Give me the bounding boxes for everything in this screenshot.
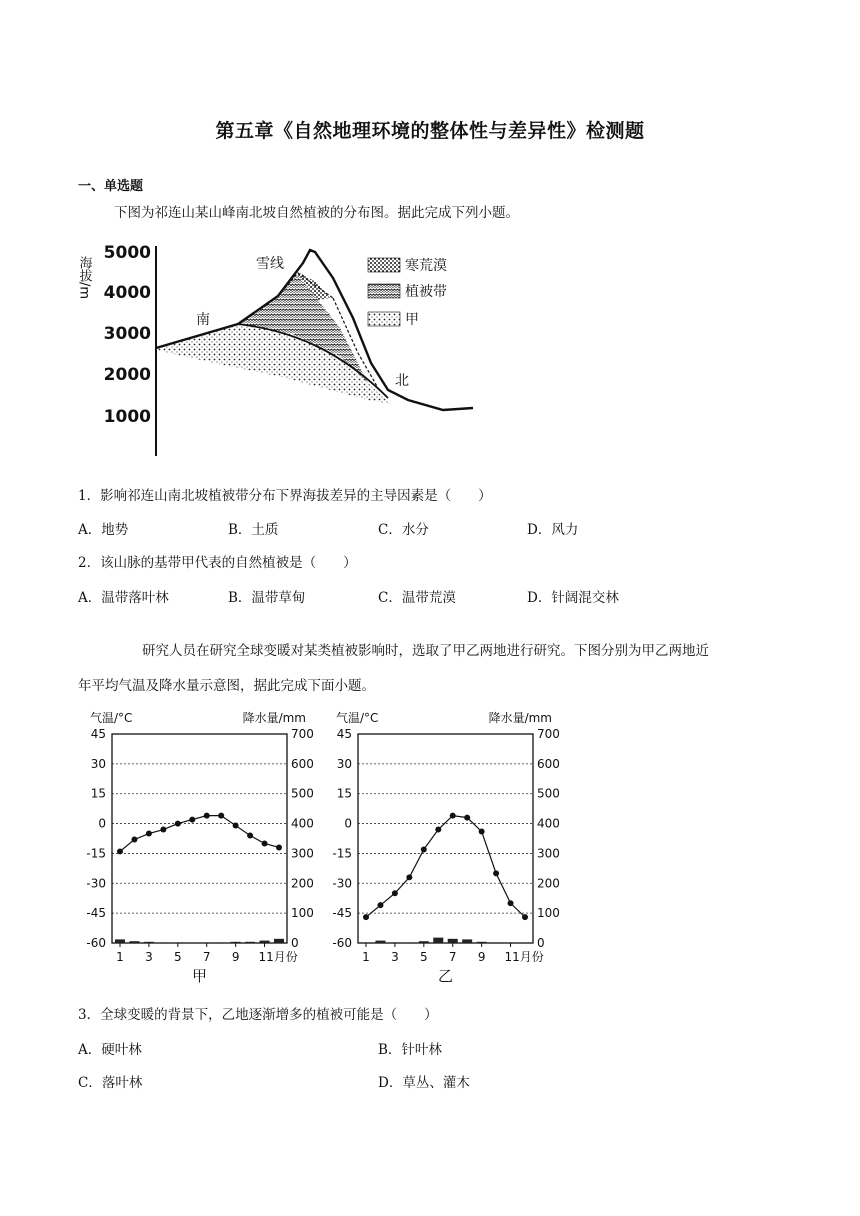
x-tick-label: 3: [145, 950, 153, 964]
legend-swatch-jia: [368, 312, 400, 326]
y-tick: 2000: [103, 365, 151, 385]
x-tick-label: 1: [362, 950, 370, 964]
q1-option-b[interactable]: B．土质: [228, 522, 279, 538]
temp-tick-label: 15: [336, 786, 352, 801]
x-tick-label: 9: [477, 950, 486, 964]
q1-option-a[interactable]: A．地势: [78, 522, 129, 538]
temperature-point: [450, 813, 456, 819]
plot-frame: [358, 734, 533, 943]
x-tick-label: 9: [231, 950, 240, 964]
precip-tick-label: 700: [291, 727, 314, 741]
precip-tick-label: 600: [537, 756, 560, 771]
left-axis-title: 气温/°C: [90, 711, 133, 725]
climate-chart-yi: [330, 706, 560, 988]
right-axis-title: 降水量/mm: [242, 711, 306, 725]
y-axis-label: 海拔/m: [76, 256, 92, 300]
q1-option-d[interactable]: D．风力: [527, 522, 579, 538]
temperature-point: [435, 827, 441, 833]
temperature-point: [175, 821, 181, 827]
temp-tick-label: -45: [332, 906, 352, 921]
precip-bar: [419, 941, 429, 943]
temperature-point: [392, 890, 398, 896]
temperature-point: [117, 848, 123, 854]
south-label: 南: [196, 312, 210, 328]
temperature-point: [262, 840, 268, 846]
precip-tick-label: 300: [291, 846, 314, 861]
precip-tick-label: 500: [291, 786, 314, 801]
temperature-point: [493, 870, 499, 876]
legend-swatch-cold-desert: [368, 258, 400, 272]
section-heading: 一、单选题: [78, 179, 144, 194]
question-1-stem: 1．影响祁连山南北坡植被带分布下界海拔差异的主导因素是（ ）: [78, 488, 492, 504]
precip-tick-label: 400: [291, 816, 314, 831]
x-tick-label: 11月份: [504, 950, 544, 964]
temp-tick-label: 30: [336, 756, 352, 771]
legend-swatch-vegetation: [368, 284, 400, 298]
chart-title: 乙: [437, 967, 454, 985]
temp-tick-label: 0: [344, 816, 352, 831]
precip-bar: [477, 942, 487, 943]
temperature-point: [406, 874, 412, 880]
snowline-label: 雪线: [256, 256, 284, 272]
precip-tick-label: 300: [537, 846, 560, 861]
q3-option-a[interactable]: A．硬叶林: [78, 1042, 142, 1058]
right-axis-title: 降水量/mm: [488, 711, 552, 725]
precip-bar: [433, 938, 443, 943]
y-tick: 3000: [103, 324, 151, 344]
x-tick-label: 5: [419, 950, 428, 964]
y-tick: 4000: [103, 283, 151, 303]
temp-tick-label: -30: [86, 876, 106, 891]
temp-tick-label: -60: [86, 936, 106, 950]
x-tick-label: 1: [116, 950, 124, 964]
precip-bar: [144, 942, 154, 943]
precip-tick-label: 200: [291, 876, 314, 891]
intro-paragraph-1: 下图为祁连山某山峰南北坡自然植被的分布图。据此完成下列小题。: [114, 205, 519, 221]
temperature-line: [366, 816, 525, 918]
legend-label: 植被带: [405, 284, 447, 300]
left-axis-title: 气温/°C: [336, 711, 379, 725]
temp-tick-label: -45: [86, 906, 106, 921]
precip-bar: [375, 941, 385, 943]
precip-tick-label: 200: [537, 876, 560, 891]
temperature-point: [160, 827, 166, 833]
precip-bar: [506, 942, 516, 943]
temperature-point: [233, 823, 239, 829]
question-3-stem: 3．全球变暖的背景下，乙地逐渐增多的植被可能是（ ）: [78, 1007, 438, 1023]
temperature-point: [247, 833, 253, 839]
temp-tick-label: -15: [332, 846, 352, 861]
precip-bar: [158, 942, 168, 943]
x-tick-label: 3: [391, 950, 399, 964]
temperature-point: [189, 817, 195, 823]
temp-tick-label: -15: [86, 846, 106, 861]
precip-bar: [274, 939, 284, 943]
legend-label: 寒荒漠: [405, 258, 447, 274]
q2-option-a[interactable]: A．温带落叶林: [78, 590, 169, 606]
precip-bar: [462, 939, 472, 943]
q2-option-d[interactable]: D．针阔混交林: [527, 590, 619, 606]
legend-label: 甲: [405, 312, 419, 328]
intro-paragraph-2-line-1: 研究人员在研究全球变暖对某类植被影响时，选取了甲乙两地进行研究。下图分别为甲乙两地近: [142, 643, 709, 659]
precip-tick-label: 400: [537, 816, 560, 831]
temperature-point: [131, 836, 137, 842]
precip-bar: [231, 942, 241, 943]
temp-tick-label: -60: [332, 936, 352, 950]
precip-tick-label: 700: [537, 727, 560, 741]
temperature-point: [508, 900, 514, 906]
precip-tick-label: 0: [537, 936, 545, 950]
precip-bar: [404, 942, 414, 943]
precip-bar: [361, 942, 371, 943]
temp-tick-label: 45: [336, 727, 352, 741]
mountain-vegetation-figure: [78, 238, 498, 463]
temp-tick-label: 45: [90, 727, 106, 741]
precip-bar: [448, 939, 458, 943]
precip-bar: [216, 942, 226, 943]
precip-bar: [115, 939, 125, 943]
y-tick: 1000: [103, 407, 151, 427]
precip-tick-label: 100: [537, 906, 560, 921]
temperature-point: [276, 844, 282, 850]
temp-tick-label: -30: [332, 876, 352, 891]
temp-tick-label: 0: [98, 816, 106, 831]
temperature-point: [204, 813, 210, 819]
precip-tick-label: 500: [537, 786, 560, 801]
precip-bar: [173, 942, 183, 943]
precip-bar: [491, 942, 501, 943]
y-tick: 5000: [103, 243, 151, 263]
temperature-point: [146, 831, 152, 837]
q1-option-c[interactable]: C．水分: [378, 522, 429, 538]
temperature-point: [363, 914, 369, 920]
q3-option-b[interactable]: B．针叶林: [378, 1042, 442, 1058]
intro-paragraph-2-line-2: 年平均气温及降水量示意图，据此完成下面小题。: [78, 678, 375, 694]
precip-bar: [260, 941, 270, 943]
temperature-point: [522, 914, 528, 920]
precip-bar: [245, 942, 255, 943]
climate-chart-jia: [84, 706, 314, 988]
precip-tick-label: 100: [291, 906, 314, 921]
precip-bar: [202, 942, 212, 943]
precip-tick-label: 600: [291, 756, 314, 771]
north-label: 北: [395, 373, 409, 389]
chart-title: 甲: [191, 967, 208, 985]
q3-option-d[interactable]: D．草丛、灌木: [378, 1075, 470, 1091]
precip-bar: [390, 942, 400, 943]
temperature-point: [479, 829, 485, 835]
page-title: 第五章《自然地理环境的整体性与差异性》检测题: [215, 120, 645, 142]
temp-tick-label: 15: [90, 786, 106, 801]
x-tick-label: 7: [202, 950, 211, 964]
x-tick-label: 11月份: [258, 950, 298, 964]
temperature-line: [120, 816, 279, 852]
q2-option-c[interactable]: C．温带荒漠: [378, 590, 456, 606]
temperature-point: [218, 813, 224, 819]
temperature-point: [421, 846, 427, 852]
temperature-point: [377, 902, 383, 908]
temp-tick-label: 30: [90, 756, 106, 771]
question-2-stem: 2．该山脉的基带甲代表的自然植被是（ ）: [78, 555, 357, 571]
precip-tick-label: 0: [291, 936, 299, 950]
x-tick-label: 5: [173, 950, 182, 964]
temperature-point: [464, 815, 470, 821]
precip-bar: [129, 941, 139, 943]
x-tick-label: 7: [448, 950, 457, 964]
q3-option-c[interactable]: C．落叶林: [78, 1075, 143, 1091]
q2-option-b[interactable]: B．温带草甸: [228, 590, 306, 606]
